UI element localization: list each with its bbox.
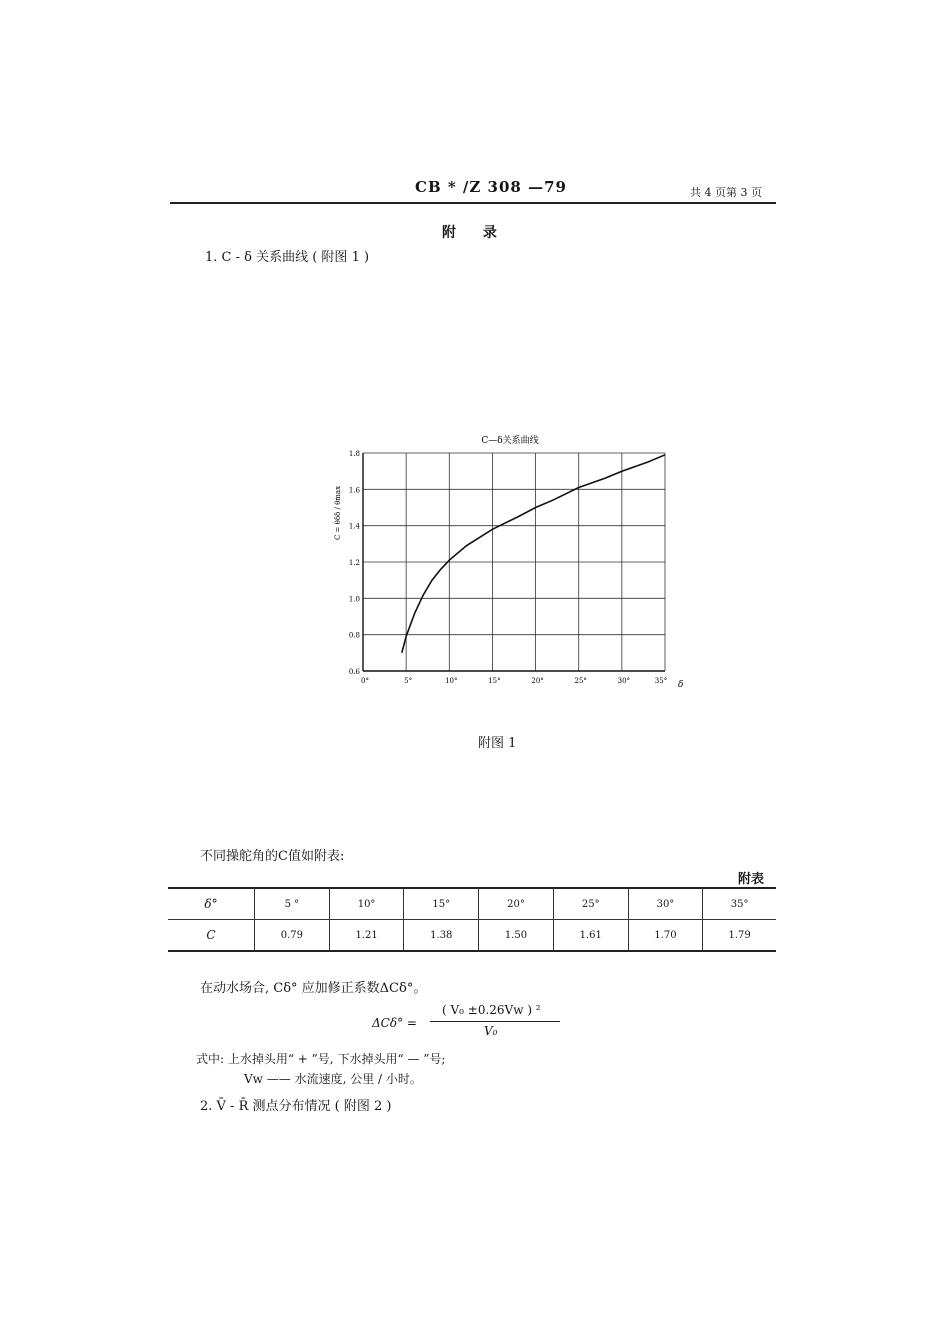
x-tick-label: 0° — [361, 677, 369, 685]
chart-x-label: δ — [678, 680, 684, 690]
appendix-title: 附 录 — [442, 225, 497, 241]
y-tick-label: 1.0 — [348, 595, 360, 604]
table-cell: 1.70 — [628, 920, 703, 952]
table-cell: 1.21 — [329, 920, 404, 952]
header-cell: 35° — [703, 888, 776, 920]
y-tick-label: 0.6 — [348, 668, 360, 676]
header-cell: 10° — [329, 888, 404, 920]
row-label-c: C — [168, 920, 255, 952]
x-tick-label: 30° — [617, 677, 631, 685]
x-tick-label: 10° — [445, 677, 458, 685]
x-tick-label: 25° — [574, 677, 587, 685]
y-tick-label: 1.8 — [348, 450, 360, 458]
formula-numerator: ( V₀ ±0.26Vw ) ² — [442, 1003, 541, 1017]
y-tick-label: 0.8 — [348, 631, 360, 640]
section-1-heading: 1. C - δ 关系曲线 ( 附图 1 ) — [205, 250, 370, 265]
table-cell: 1.79 — [703, 920, 776, 952]
header-cell: 15° — [404, 888, 479, 920]
table-cell: 1.61 — [553, 920, 628, 952]
y-tick-label: 1.2 — [348, 559, 360, 567]
c-value-table — [168, 887, 776, 952]
figure-caption: 附图 1 — [478, 736, 517, 751]
table-row — [168, 920, 776, 952]
page-info: 共 4 页第 3 页 — [690, 186, 762, 199]
table-intro: 不同操舵角的C值如附表: — [200, 849, 345, 864]
note-line-1: 式中: 上水掉头用“ + ”号, 下水掉头用“ — ”号; — [196, 1052, 446, 1066]
table-header-row — [168, 888, 776, 920]
note-line-2: Vw —— 水流速度, 公里 / 小时。 — [244, 1072, 422, 1086]
formula-denominator: V₀ — [484, 1024, 498, 1038]
section-2-heading: 2. V̄ - R̄ 测点分布情况 ( 附图 2 ) — [200, 1099, 392, 1114]
table-cell: 0.79 — [255, 920, 330, 952]
chart-series — [402, 455, 665, 653]
c-delta-chart — [320, 425, 700, 700]
x-tick-label: 15° — [488, 677, 501, 685]
chart-title: C—δ关系曲线 — [481, 436, 539, 446]
formula-lhs: ΔCδ° = — [372, 1016, 417, 1030]
chart-y-label: C = θδδ / θmax — [334, 485, 342, 541]
correction-text: 在动水场合, Cδ° 应加修正系数ΔCδ°。 — [200, 981, 427, 996]
chart-grid — [363, 453, 665, 671]
series-line-c — [402, 455, 665, 653]
header-cell: 5 ° — [255, 888, 330, 920]
x-tick-label: 20° — [531, 677, 544, 685]
table-cell: 1.50 — [479, 920, 554, 952]
table-label: 附表 — [738, 872, 765, 887]
header-rule — [170, 202, 776, 204]
x-tick-label: 5° — [404, 677, 413, 685]
x-tick-label: 35° — [654, 677, 668, 685]
header-cell: 30° — [628, 888, 703, 920]
header-cell: 25° — [553, 888, 628, 920]
chart-ticks — [349, 450, 667, 685]
header-cell: 20° — [479, 888, 554, 920]
header-cell-delta: δ° — [168, 888, 255, 920]
document-code: CB * /Z 308 —79 — [415, 178, 567, 196]
y-tick-label: 1.4 — [348, 522, 360, 531]
fraction-bar — [430, 1021, 560, 1022]
table-cell: 1.38 — [404, 920, 479, 952]
y-tick-label: 1.6 — [348, 486, 360, 495]
